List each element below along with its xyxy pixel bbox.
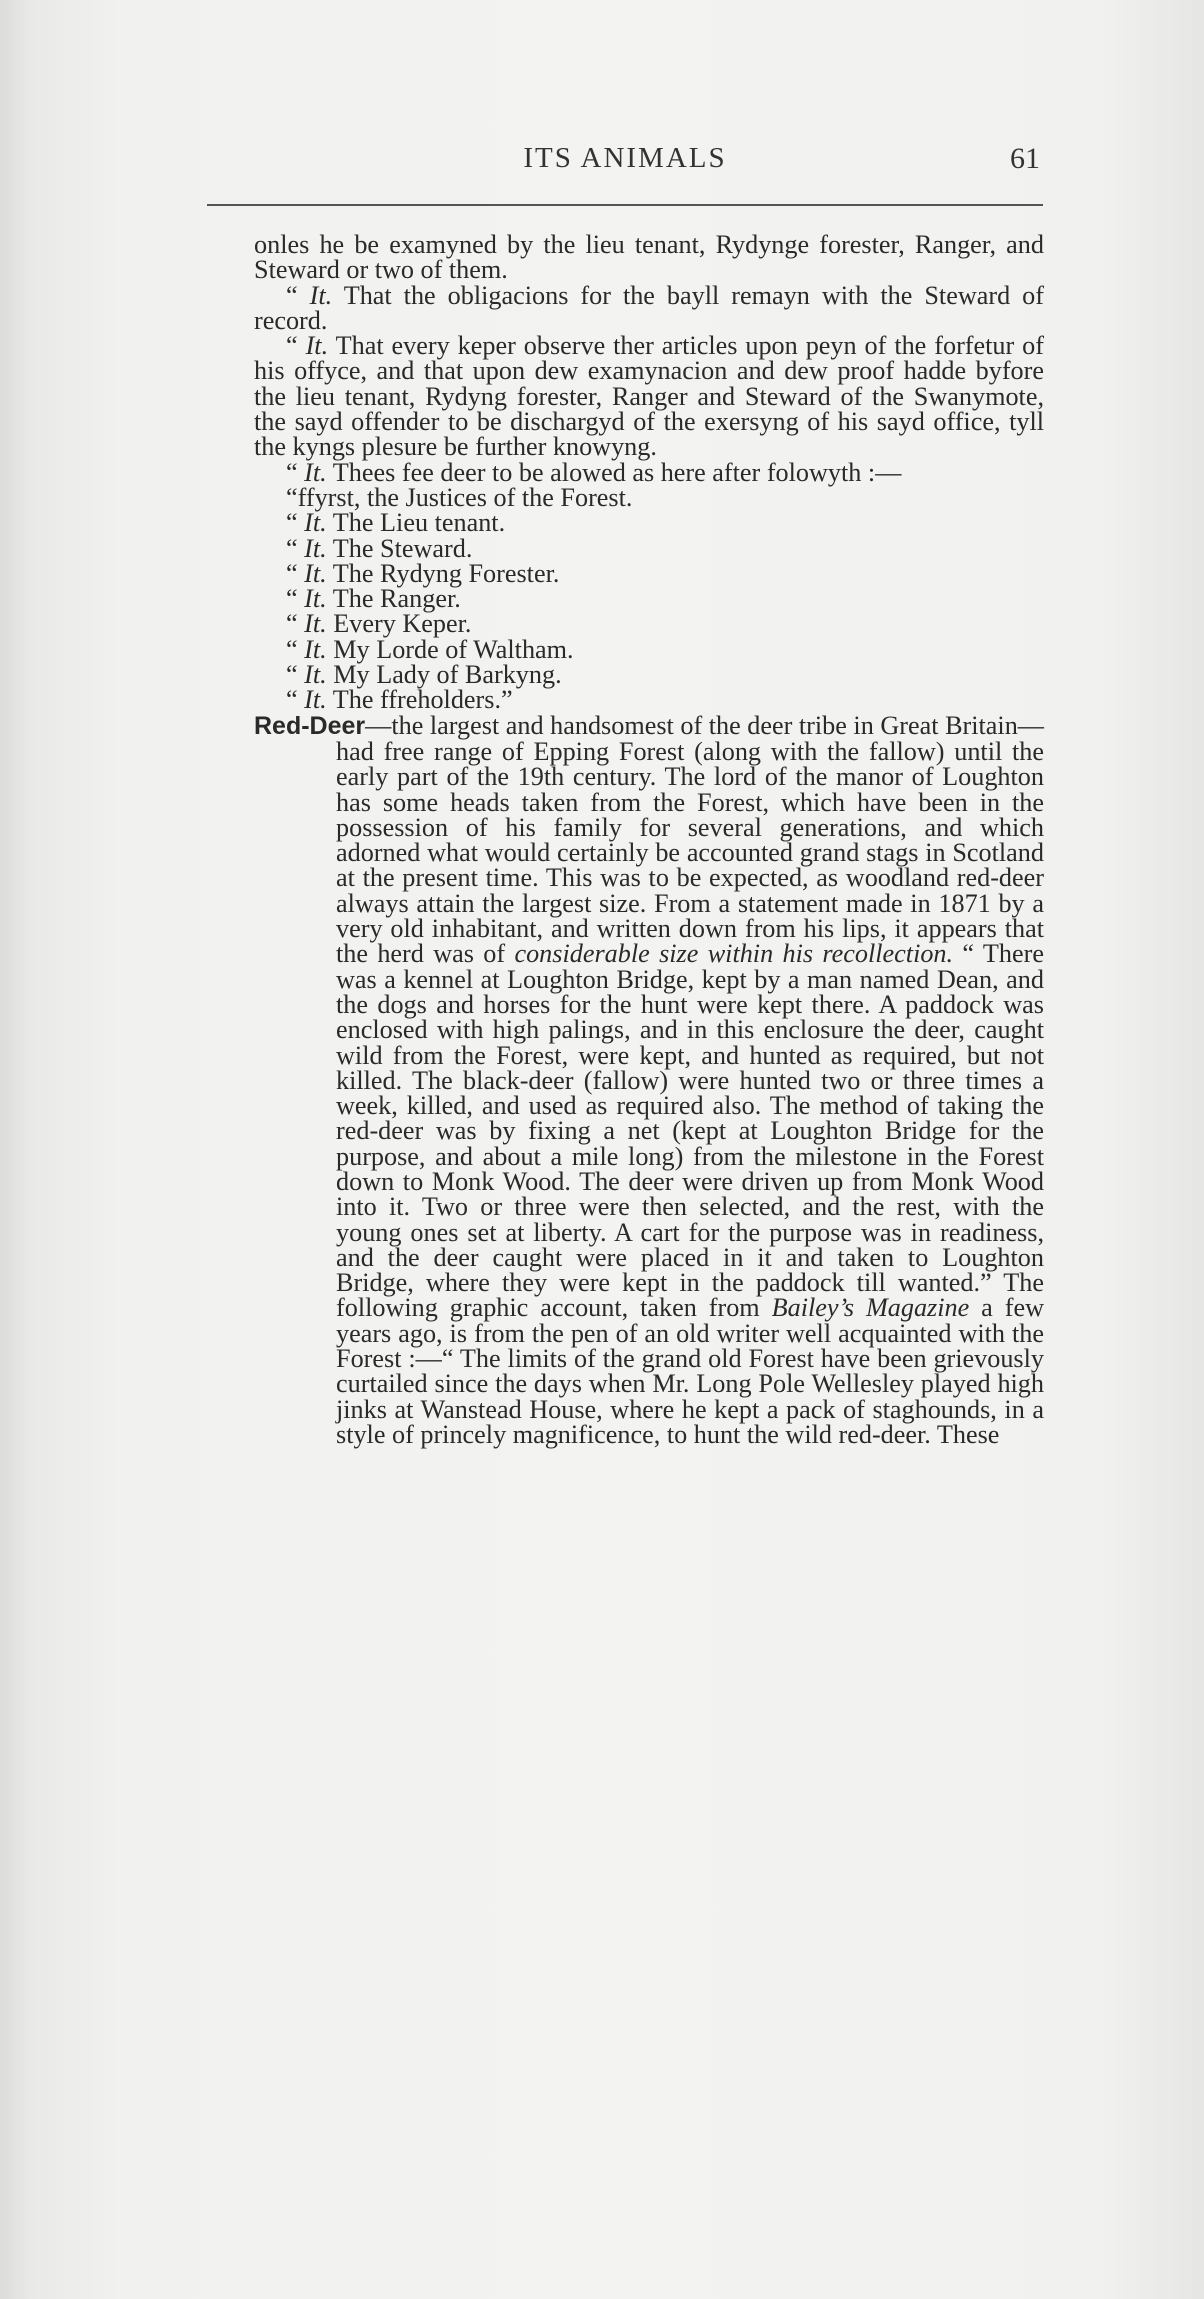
open-quote: “ [286, 508, 298, 538]
open-quote: “ [286, 558, 298, 588]
entry-text: “ There was a kennel at Loughton Bridge, kept by a man named Dean, and the dogs and horses for the hunt were kept there. A paddock was enclosed with high palings, and in this enclosure the deer, caught wild from the Forest, were kept, and hunted as required, but not killed. The black-deer (fallow) were hunted two or three times a week, killed, and used as required also. The method of taking the red-deer was by fixing a net (kept at Loughton Bridge for the purpose, and about a mile long) from the milestone in the Forest down to Monk Wood. The deer were driven up from Monk Wood into it. Two or three were then selected, and the rest, with the young ones set at liberty. A cart for the purpose was in readiness, and the deer caught were placed in it and taken to Loughton Bridge, where they were kept in the paddock till wanted.” The following graphic account, taken from [336, 939, 1044, 1323]
list-item [254, 660, 1044, 690]
list-item-text: My Lady of Barkyng. [326, 660, 562, 690]
item-abbreviation: It. [309, 280, 333, 310]
paragraph-fee-deer [254, 457, 1044, 487]
paragraph-text: onles he be examyned by the lieu tenant, Rydynge forester, Ranger, and Steward or two of them. [254, 230, 1044, 285]
list-item-text: ffyrst, the Justices of the Forest. [297, 482, 633, 512]
paragraph-text: That every keper observe ther articles upon peyn of the forfetur of his offyce, and that upon dew examynacion and dew proof hadde byfore the lieu tenant, Rydyng forester, Ranger and Steward of the Swanymote, the sayd offender to be dischargyd of the exersyng of his sayd office, tyll the kyngs plesure be further knowyng. [254, 331, 1044, 462]
open-quote: “ [286, 482, 298, 512]
page-number: 61 [1010, 142, 1040, 175]
open-quote: “ [286, 660, 298, 690]
list-item [254, 584, 1044, 614]
list-item [254, 634, 1044, 664]
entry-text: —the largest and handsomest of the deer tribe in Great Britain—had free range of Epping Forest (along with the fallow) until the early part of the 19th century. The lord of the manor of Loughton has some heads taken from the Forest, which have been in the possession of his family for several generations, and which adorned what would certainly be accounted grand stags in Scotland at the present time. This was to be expected, as woodland red-deer always attain the largest size. From a statement made in 1871 by a very old inhabitant, and written down from his lips, it appears that the herd was of [336, 710, 1044, 969]
paragraph-text: Thees fee deer to be alowed as here after folowyth :— [326, 457, 902, 487]
item-abbreviation: It. [304, 533, 327, 563]
header-rule [207, 204, 1043, 206]
item-abbreviation: It. [304, 660, 327, 690]
open-quote: “ [286, 609, 298, 639]
item-abbreviation: It. [304, 609, 327, 639]
list-item-text: Every Keper. [326, 609, 472, 639]
list-item-text: The Lieu tenant. [326, 508, 506, 538]
red-deer-entry [254, 710, 1044, 1449]
item-abbreviation: It. [304, 634, 327, 664]
page-header [210, 142, 1040, 182]
entry-italic-text: considerable size within his recollection. [514, 939, 954, 969]
item-abbreviation: It. [304, 685, 327, 715]
list-item-text: The ffreholders.” [326, 685, 513, 715]
item-abbreviation: It. [304, 584, 327, 614]
fee-list [254, 482, 1044, 715]
list-item-text: The Ranger. [326, 584, 461, 614]
list-item [254, 685, 1044, 715]
open-quote: “ [286, 533, 298, 563]
open-quote: “ [286, 331, 298, 361]
open-quote: “ [286, 634, 298, 664]
open-quote: “ [286, 685, 298, 715]
paragraph-keper [254, 331, 1044, 462]
open-quote: “ [286, 457, 298, 487]
list-item-text: The Steward. [326, 533, 473, 563]
item-abbreviation: It. [304, 457, 327, 487]
item-abbreviation: It. [305, 331, 329, 361]
list-item [254, 558, 1044, 588]
open-quote: “ [286, 584, 298, 614]
entry-headword: Red-Deer [254, 711, 366, 740]
paragraph-obligacions [254, 280, 1044, 335]
magazine-title: Bailey’s Magazine [771, 1293, 970, 1323]
paragraph-continuation [254, 232, 1044, 283]
open-quote: “ [286, 280, 298, 310]
list-item [254, 609, 1044, 639]
list-item [254, 508, 1044, 538]
list-item-text: The Rydyng Forester. [326, 558, 560, 588]
paragraph-text: That the obligacions for the bayll remayn with the Steward of record. [254, 280, 1044, 335]
list-item [254, 533, 1044, 563]
list-item-text: My Lorde of Waltham. [326, 634, 574, 664]
item-abbreviation: It. [304, 508, 327, 538]
body-text [254, 232, 1044, 1447]
running-title: ITS ANIMALS [523, 142, 727, 174]
entry-text: a few years ago, is from the pen of an old writer well acquainted with the Forest :—“ The limits of the grand old Forest have been grievously curtailed since the days when Mr. Long Pole Wellesley played high jinks at Wanstead House, where he kept a pack of staghounds, in a style of princely magnificence, to hunt the wild red-deer. These [336, 1293, 1044, 1449]
item-abbreviation: It. [304, 558, 327, 588]
list-item [254, 482, 1044, 512]
